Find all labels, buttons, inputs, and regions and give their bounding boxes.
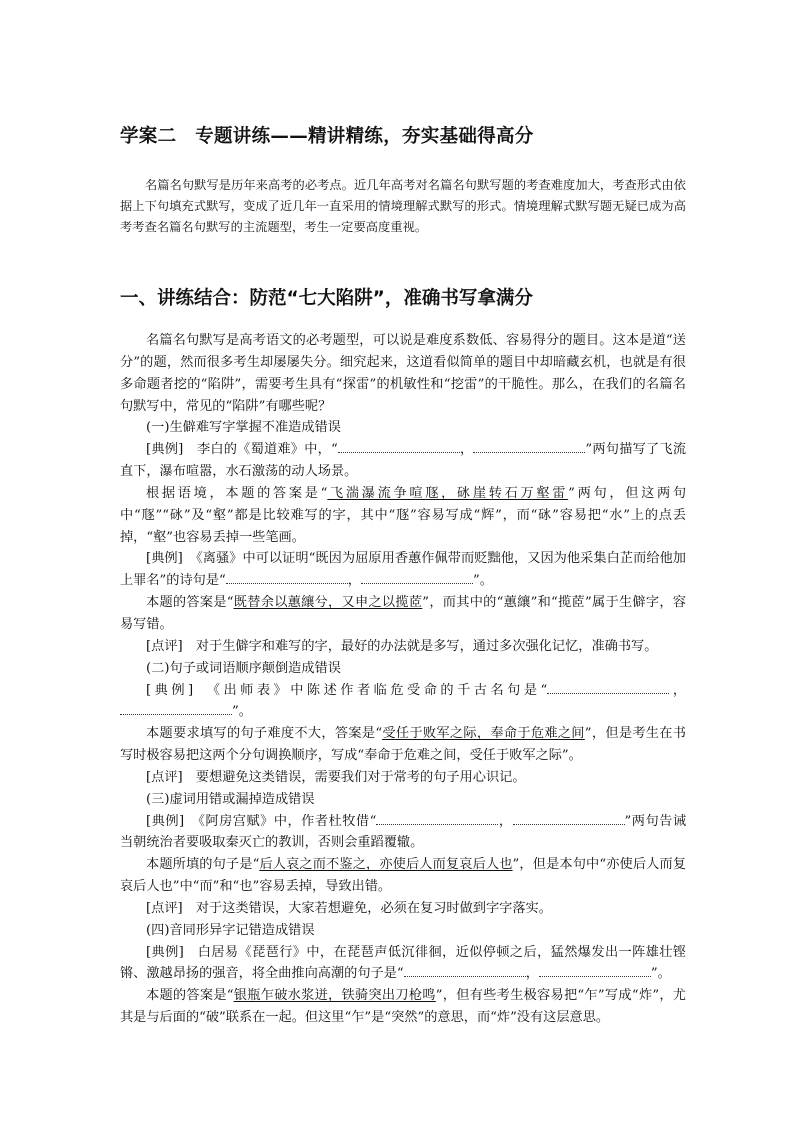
- example-paragraph: [120, 811, 686, 855]
- example-paragraph: [120, 548, 686, 592]
- answer-text: 本题所填的句子是“: [146, 857, 260, 873]
- example-text: ”两句描写了飞流直下，瀑布喧嚣，水石激荡的动人场景。: [120, 442, 687, 480]
- comment-paragraph: [点评] 对于生僻字和难写的字，最好的办法就是多写，通过多次强化记忆，准确书写。: [146, 638, 658, 654]
- example-text: ，: [669, 682, 687, 698]
- example-text: ，: [525, 966, 539, 982]
- answer-blank[interactable]: [473, 440, 585, 453]
- answer-blank[interactable]: [120, 702, 232, 715]
- opening-paragraph: 名篇名句默写是高考语文的必考题型，可以说是难度系数低、容易得分的题目。这本是道“送分”的题，然而很多考生却屡屡失分。细究起来，这道看似简单的题目中却暗藏玄机，也就是有很多命题者挖的“陷阱”，需要考生具有“探雷”的机敏性和“挖雷”的干脆性。那么，在我们的名篇名句默写中，常见的“陷阱”有哪些呢？: [120, 333, 686, 414]
- trap-heading-3: (三)虚词用错或漏掉造成错误: [146, 791, 315, 807]
- example-text: [典例] 李白的《蜀道难》中，“: [146, 442, 338, 458]
- answer-blank[interactable]: [539, 964, 651, 977]
- example-paragraph: [120, 680, 686, 724]
- answer-paragraph: [120, 592, 686, 636]
- answer-blank[interactable]: [404, 964, 526, 977]
- answer-blank[interactable]: [226, 571, 348, 584]
- example-text: [典例] 《出师表》中陈述作者临危受命的千古名句是“: [146, 682, 548, 698]
- answer-text: 根据语境，本题的答案是“: [146, 485, 328, 501]
- section-body: [120, 330, 686, 1029]
- example-paragraph: [120, 439, 686, 483]
- answer-paragraph: [120, 723, 686, 767]
- trap-heading-4: (四)音同形异字记错造成错误: [146, 922, 315, 938]
- answer-blank[interactable]: [361, 571, 473, 584]
- example-text: ，: [347, 573, 361, 589]
- example-text: ，: [459, 442, 474, 458]
- answer-text: ”，但是考生在书写时极容易把这两个分句调换顺序，写成“奉命于危难之间，受任于败军之际”。: [120, 726, 686, 764]
- underlined-answer: 既替余以蕙纕兮，又申之以揽茝: [233, 595, 423, 611]
- answer-text: 本题要求填写的句子难度不大，答案是“: [146, 726, 383, 742]
- example-text: ”。: [650, 966, 671, 982]
- example-text: ，: [498, 813, 513, 829]
- underlined-answer: 飞湍瀑流争喧豗，砯崖转石万壑雷: [327, 485, 569, 501]
- answer-paragraph: [120, 854, 686, 898]
- answer-blank[interactable]: [338, 440, 460, 453]
- section-heading: 一、讲练结合：防范“七大陷阱”，准确书写拿满分: [120, 288, 533, 309]
- answer-paragraph: [120, 985, 686, 1029]
- answer-text: ”，但有些考生极容易把“乍”写成“炸”，尤其是与后面的“破”联系在一起。但这里“乍”是“突然”的意思，而“炸”没有这层意思。: [120, 988, 686, 1026]
- comment-paragraph: [点评] 要想避免这类错误，需要我们对于常考的句子用心识记。: [146, 769, 526, 785]
- underlined-answer: 后人哀之而不鉴之，亦使后人而复哀后人也: [259, 857, 513, 873]
- example-text: [典例] 《阿房宫赋》中，作者杜牧借“: [146, 813, 377, 829]
- trap-heading-2: (二)句子或词语顺序颠倒造成错误: [146, 660, 341, 676]
- underlined-answer: 受任于败军之际，奉命于危难之间: [382, 726, 585, 742]
- example-text: ”。: [472, 573, 493, 589]
- comment-paragraph: [点评] 对于这类错误，大家若想避免，必须在复习时做到字字落实。: [146, 900, 552, 916]
- example-paragraph: [120, 942, 686, 986]
- answer-paragraph: [120, 483, 686, 549]
- intro-paragraph: 名篇名句默写是历年来高考的必考点。近几年高考对名篇名句默写题的考查难度加大，考查形式由依据上下句填充式默写，变成了近几年一直采用的情境理解式默写的形式。情境理解式默写题无疑已成为高考考查名篇名句默写的主流题型，考生一定要高度重视。: [120, 178, 686, 234]
- answer-text: ”，而其中的“蕙纕”和“揽茝”属于生僻字，容易写错。: [120, 595, 686, 632]
- answer-blank[interactable]: [513, 812, 625, 825]
- example-text: [典例] 白居易《琵琶行》中，在琵琶声低沉徘徊，近似停顿之后，猛然爆发出一阵雄壮铿锵、激越昂扬的强音，将全曲推向高潮的句子是“: [120, 944, 686, 982]
- answer-text: 本题的答案是“: [146, 595, 234, 611]
- answer-text: 本题的答案是“: [146, 988, 234, 1004]
- answer-blank[interactable]: [547, 681, 669, 694]
- example-text: ”。: [232, 704, 252, 720]
- underlined-answer: 银瓶乍破水浆迸，铁骑突出刀枪鸣: [233, 988, 436, 1004]
- example-text: ”两句告诫当朝统治者要吸取秦灭亡的教训，否则会重蹈覆辙。: [120, 813, 687, 851]
- trap-heading-1: (一)生僻难写字掌握不准造成错误: [146, 420, 341, 436]
- example-text: [典例] 《离骚》中可以证明“既因为屈原用香蕙作佩带而贬黜他，又因为他采集白芷而给他加上罪名”的诗句是“: [120, 551, 686, 589]
- answer-blank[interactable]: [376, 812, 498, 825]
- answer-text: ”，但是本句中“亦使后人而复哀后人也”中“而”和“也”容易丢掉，导致出错。: [120, 857, 687, 895]
- page-title: 学案二 专题讲练——精讲精练，夯实基础得高分: [120, 126, 534, 147]
- answer-text: ”两句，但这两句中“豗”“砯”及“壑”都是比较难写的字，其中“豗”容易写成“辉”，而“砯”容易把“水”上的点丢掉，“壑”也容易丢掉一些笔画。: [120, 485, 687, 545]
